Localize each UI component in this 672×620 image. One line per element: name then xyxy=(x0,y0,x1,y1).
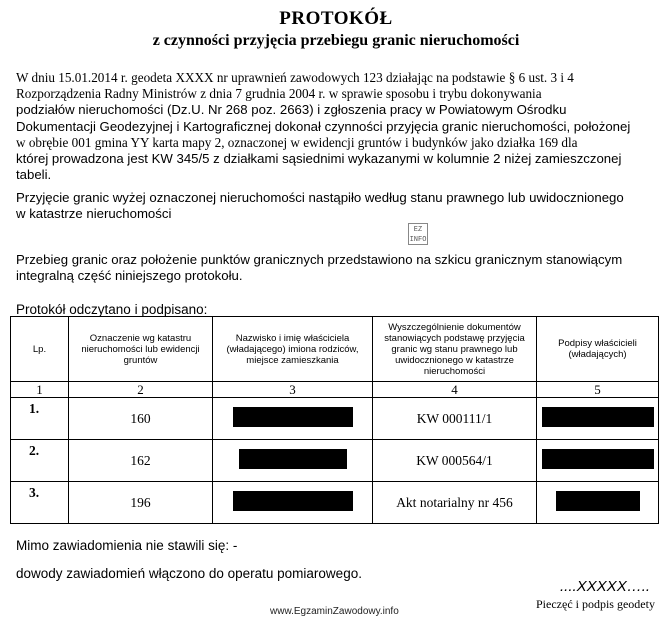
redacted-owner xyxy=(233,491,353,511)
redacted-owner xyxy=(239,449,347,469)
column-number-row xyxy=(11,382,659,398)
row-signature xyxy=(537,482,659,524)
boundary-sketch-paragraph xyxy=(16,252,666,284)
row-lp: 3. xyxy=(11,482,69,524)
row-document: KW 000564/1 xyxy=(373,440,537,482)
read-signed-label: Protokół odczytano i podpisano: xyxy=(16,302,208,317)
text-line: Przyjęcie granic wyżej oznaczonej nieruchomości nastąpiło według stanu prawnego lub uwidocznionego xyxy=(16,190,624,205)
row-owner xyxy=(213,440,373,482)
absent-parties-note: Mimo zawiadomienia nie stawili się: - xyxy=(16,538,238,553)
owners-table xyxy=(10,316,659,524)
table-header-row xyxy=(11,317,659,382)
header-documents: Wyszczególnienie dokumentów stanowiących podstawę przyjęcia granic wg stanu prawnego lub uwidocznionego w katastrze nieruchomości xyxy=(373,317,537,382)
header-owner: Nazwisko i imię właściciela (władającego) imiona rodziców, miejsce zamieszkania xyxy=(213,317,373,382)
text-line: Przebieg granic oraz położenie punktów granicznych przedstawiono na szkicu granicznym stanowiącym xyxy=(16,252,623,267)
row-parcel: 196 xyxy=(69,482,213,524)
redacted-signature xyxy=(542,407,654,427)
text-line: w katastrze nieruchomości xyxy=(16,206,172,222)
header-parcel: Oznaczenie wg katastru nieruchomości lub ewidencji gruntów xyxy=(69,317,213,382)
row-owner xyxy=(213,398,373,440)
watermark: www.EgzaminZawodowy.info xyxy=(270,606,399,617)
notices-note: dowody zawiadomień włączono do operatu pomiarowego. xyxy=(16,566,362,581)
surveyor-signature: ....XXXXX….. xyxy=(560,578,651,595)
header-signatures: Podpisy właścicieli (władających) xyxy=(537,317,659,382)
signature-caption: Pieczęć i podpis geodety xyxy=(536,597,655,611)
row-document: Akt notarialny nr 456 xyxy=(373,482,537,524)
page-title: PROTOKÓŁ xyxy=(279,8,393,29)
text-line: W dniu 15.01.2014 r. geodeta XXXX nr uprawnień zawodowych 123 działając na podstawie § 6 ust. 3 i 4 xyxy=(16,70,574,85)
row-signature xyxy=(537,440,659,482)
text-line: Dokumentacji Geodezyjnej i Kartograficznej dokonał czynności przyjęcia granic nieruchomości, położonej xyxy=(16,118,631,134)
page-subtitle: z czynności przyjęcia przebiegu granic nieruchomości xyxy=(152,32,520,49)
legal-state-paragraph xyxy=(16,190,666,222)
text-line: której prowadzona jest KW 345/5 z działkami sąsiednimi wykazanymi w kolumnie 2 niżej zamieszczonej xyxy=(16,151,622,167)
column-number: 3 xyxy=(213,382,373,398)
ez-info-logo: EZ INFO xyxy=(408,223,428,245)
row-document: KW 000111/1 xyxy=(373,398,537,440)
row-owner xyxy=(213,482,373,524)
row-parcel: 160 xyxy=(69,398,213,440)
table-row xyxy=(11,440,659,482)
header-lp: Lp. xyxy=(11,317,69,382)
text-line: podziałów nieruchomości (Dz.U. Nr 268 poz. 2663) i zgłoszenia pracy w Powiatowym Ośrodku xyxy=(16,102,567,118)
column-number: 4 xyxy=(373,382,537,398)
row-lp: 2. xyxy=(11,440,69,482)
text-line: tabeli. xyxy=(16,167,52,183)
redacted-signature xyxy=(542,449,654,469)
column-number: 1 xyxy=(11,382,69,398)
text-line: Rozporządzenia Radny Ministrów z dnia 7 grudnia 2004 r. w sprawie sposobu i trybu dokonywania xyxy=(16,86,542,102)
table-row xyxy=(11,398,659,440)
text-line: w obrębie 001 gmina YY karta mapy 2, oznaczonej w ewidencji gruntów i budynków jako działka 169 dla xyxy=(16,134,578,150)
redacted-signature xyxy=(556,491,640,511)
table-row xyxy=(11,482,659,524)
column-number: 2 xyxy=(69,382,213,398)
redacted-owner xyxy=(233,407,353,427)
text-line: integralną część niniejszego protokołu. xyxy=(16,268,243,284)
row-signature xyxy=(537,398,659,440)
row-parcel: 162 xyxy=(69,440,213,482)
row-lp: 1. xyxy=(11,398,69,440)
intro-paragraph xyxy=(16,70,666,183)
column-number: 5 xyxy=(537,382,659,398)
